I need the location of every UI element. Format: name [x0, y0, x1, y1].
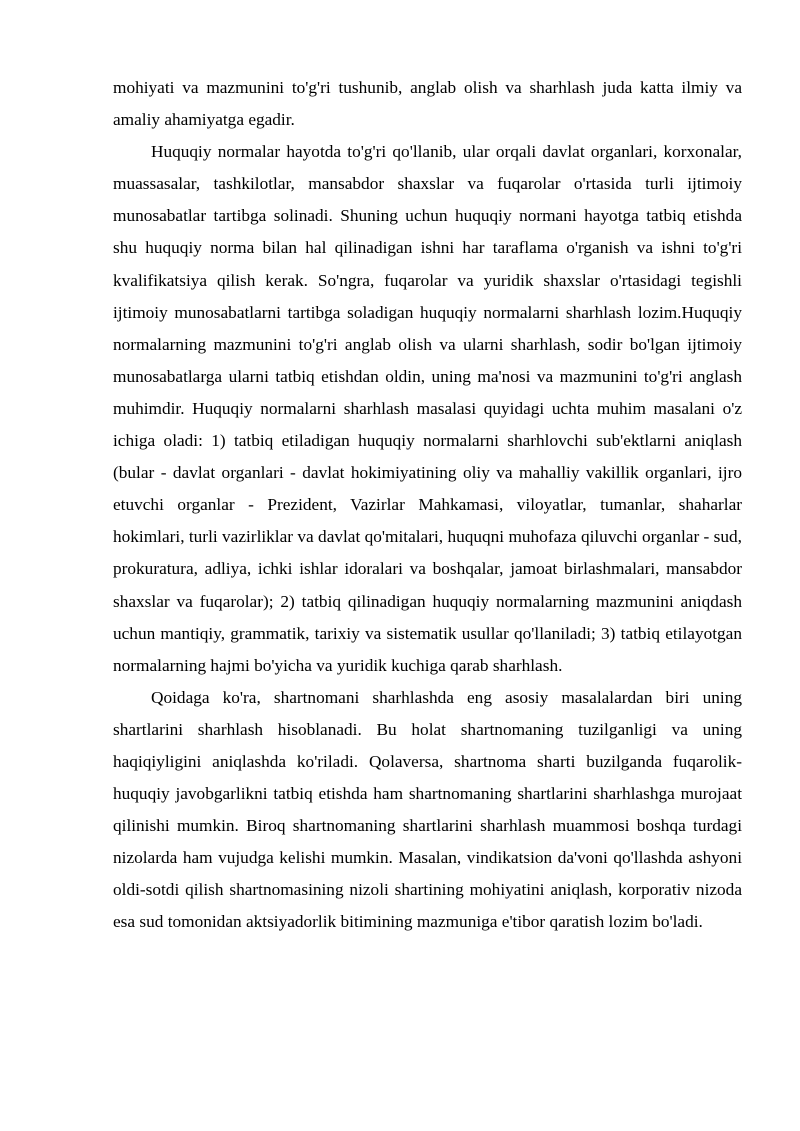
paragraph-legal-norms-interpretation: Huquqiy normalar hayotda to'g'ri qo'llanib, ular orqali davlat organlari, korxonalar, muassasalar, tashkilotlar, mansabdor shaxslar va fuqarolar o'rtasida turli ijtimoiy munosabatlar tartibga solinadi. Shuning uchun huquqiy normani hayotga tatbiq etishda shu huquqiy norma bilan hal qilinadigan ishni har taraflama o'rganish va ishni to'g'ri kvalifikatsiya qilish kerak. So'ngra, fuqarolar va yuridik shaxslar o'rtasidagi tegishli ijtimoiy munosabatlarni tartibga soladigan huquqiy normalarni sharhlash lozim.Huquqiy normalarning mazmunini to'g'ri anglab olish va ularni sharhlash, sodir bo'lgan ijtimoiy munosabatlarga ularni tatbiq etishdan oldin, uning ma'nosi va mazmunini to'g'ri anglash muhimdir. Huquqiy normalarni sharhlash masalasi quyidagi uchta muhim masalani o'z ichiga oladi: 1) tatbiq etiladigan huquqiy normalarni sharhlovchi sub'ektlarni aniqlash (bular - davlat organlari - davlat hokimiyatining oliy va mahalliy vakillik organlari, ijro etuvchi organlar - Prezident, Vazirlar Mahkamasi, viloyatlar, tumanlar, shaharlar hokimlari, turli vazirliklar va davlat qo'mitalari, huquqni muhofaza qiluvchi organlar - sud, prokuratura, adliya, ichki ishlar idoralari va boshqalar, jamoat birlashmalari, mansabdor shaxslar va fuqarolar); 2) tatbiq qilinadigan huquqiy normalarning mazmunini aniqdash uchun mantiqiy, grammatik, tarixiy va sistematik usullar qo'llaniladi; 3) tatbiq etilayotgan normalarning hajmi bo'yicha va yuridik kuchiga qarab sharhlash. — [113, 142, 742, 675]
document-body — [113, 72, 742, 939]
paragraph-contract-interpretation: Qoidaga ko'ra, shartnomani sharhlashda eng asosiy masalalardan biri uning shartlarini sharhlash hisoblanadi. Bu holat shartnomaning tuzilganligi va uning haqiqiyligini aniqlashda ko'riladi. Qolaversa, shartnoma sharti buzilganda fuqarolik-huquqiy javobgarlikni tatbiq etishda ham shartnomaning shartlarini sharhlashga murojaat qilinishi mumkin. Biroq shartnomaning shartlarini sharhlash muammosi boshqa turdagi nizolarda ham vujudga kelishi mumkin. Masalan, vindikatsion da'voni qo'llashda ashyoni oldi-sotdi qilish shartnomasining nizoli shartining mohiyatini aniqlash, korporativ nizoda esa sud tomonidan aktsiyadorlik bitimining mazmuniga e'tibor qaratish lozim bo'ladi. — [113, 687, 742, 932]
paragraph-continuation: mohiyati va mazmunini to'g'ri tushunib, anglab olish va sharhlash juda katta ilmiy va amaliy ahamiyatga egadir. — [113, 78, 742, 130]
